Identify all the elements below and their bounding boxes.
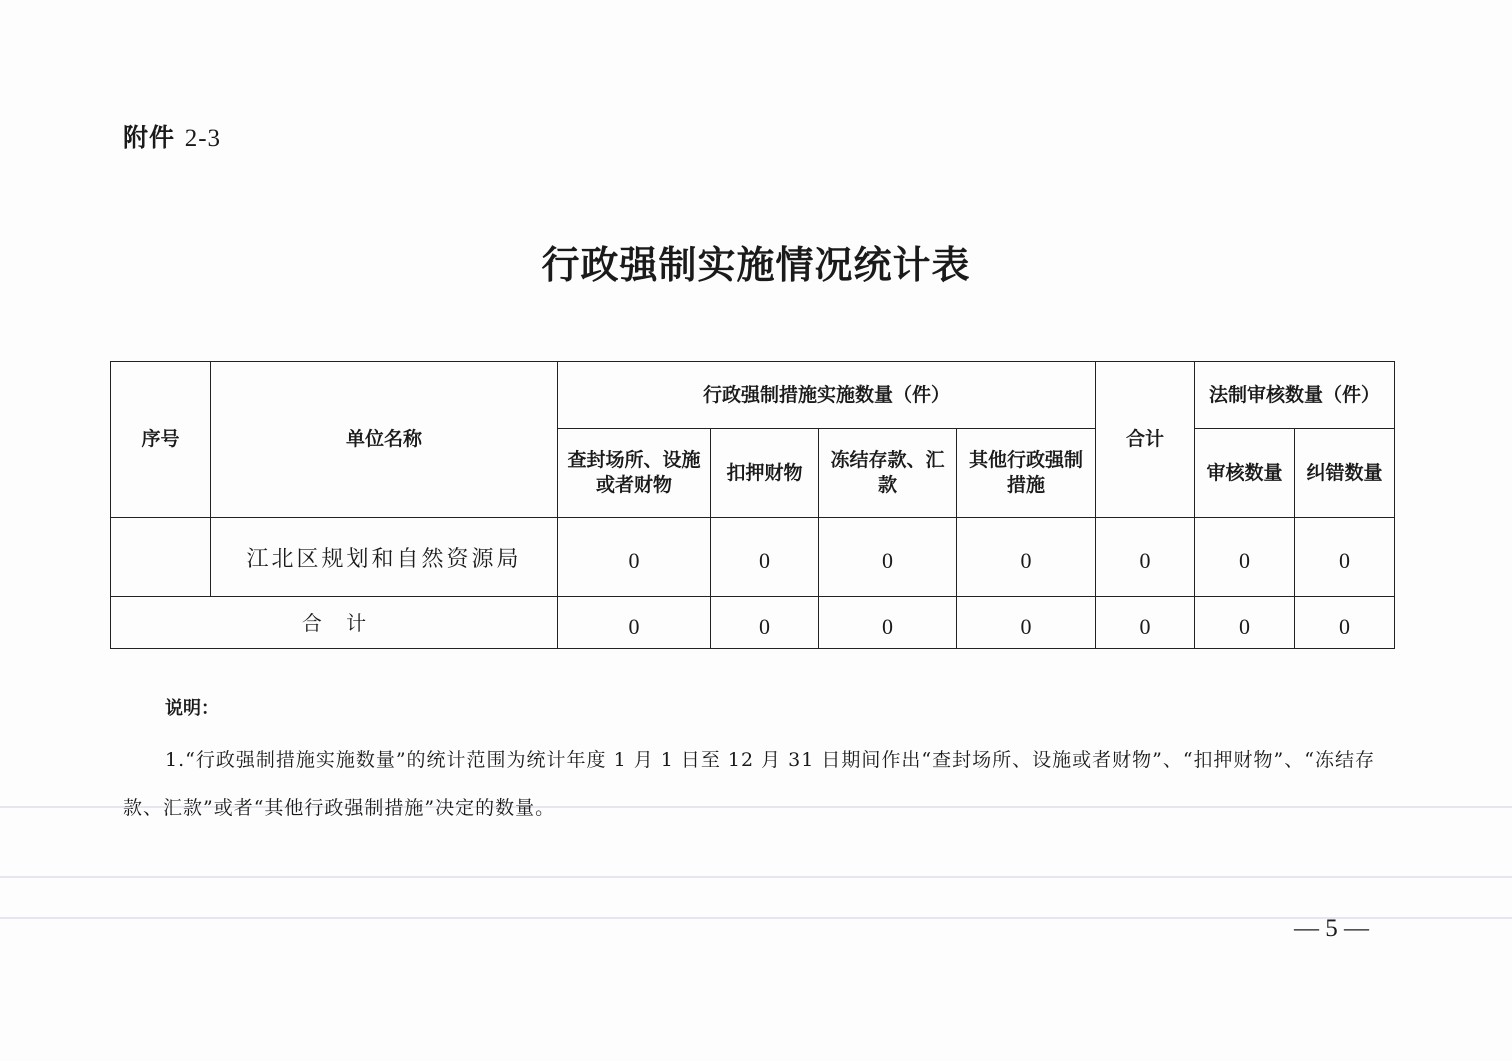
attachment-number: 2-3 xyxy=(184,125,222,152)
attachment-label xyxy=(123,118,221,154)
header-unit-name: 单位名称 xyxy=(211,362,558,518)
header-total: 合计 xyxy=(1096,362,1195,518)
document-title: 行政强制实施情况统计表 xyxy=(541,242,971,287)
total-value: 0 xyxy=(957,597,1096,649)
header-seal-premises: 查封场所、设施或者财物 xyxy=(558,429,711,518)
total-value: 0 xyxy=(1195,597,1295,649)
row-unit-name: 江北区规划和自然资源局 xyxy=(211,518,558,597)
total-row-label: 合 计 xyxy=(111,597,558,649)
header-enforcement-group: 行政强制措施实施数量（件） xyxy=(558,362,1096,429)
row-value: 0 xyxy=(1195,518,1295,597)
page-number: — 5 — xyxy=(1294,915,1369,942)
row-value: 0 xyxy=(957,518,1096,597)
statistics-table xyxy=(110,361,1395,649)
notes-heading: 说明： xyxy=(165,698,219,719)
row-value: 0 xyxy=(819,518,957,597)
notes-item: 1.“行政强制措施实施数量”的统计范围为统计年度 1 月 1 日至 12 月 31 日期间作出“查封场所、设施或者财物”、“扣押财物”、“冻结存款、汇款”或者“其他行政强制措施”决定的数量。 xyxy=(123,749,1375,819)
header-seq: 序号 xyxy=(111,362,211,518)
header-review-group: 法制审核数量（件） xyxy=(1195,362,1395,429)
total-row xyxy=(111,597,1395,649)
scan-artifact-line xyxy=(0,917,1512,919)
scan-artifact-line xyxy=(0,876,1512,878)
row-value: 0 xyxy=(1295,518,1395,597)
total-value: 0 xyxy=(1295,597,1395,649)
row-value: 0 xyxy=(711,518,819,597)
row-value: 0 xyxy=(558,518,711,597)
header-seize-property: 扣押财物 xyxy=(711,429,819,518)
total-value: 0 xyxy=(558,597,711,649)
row-total-value: 0 xyxy=(1096,518,1195,597)
total-value: 0 xyxy=(819,597,957,649)
header-review-count: 审核数量 xyxy=(1195,429,1295,518)
row-seq xyxy=(111,518,211,597)
header-correction-count: 纠错数量 xyxy=(1295,429,1395,518)
header-freeze-deposits: 冻结存款、汇款 xyxy=(819,429,957,518)
header-other-measures: 其他行政强制措施 xyxy=(957,429,1096,518)
total-value: 0 xyxy=(1096,597,1195,649)
attachment-label-text: 附件 xyxy=(123,123,176,152)
total-value: 0 xyxy=(711,597,819,649)
table-row xyxy=(111,518,1395,597)
